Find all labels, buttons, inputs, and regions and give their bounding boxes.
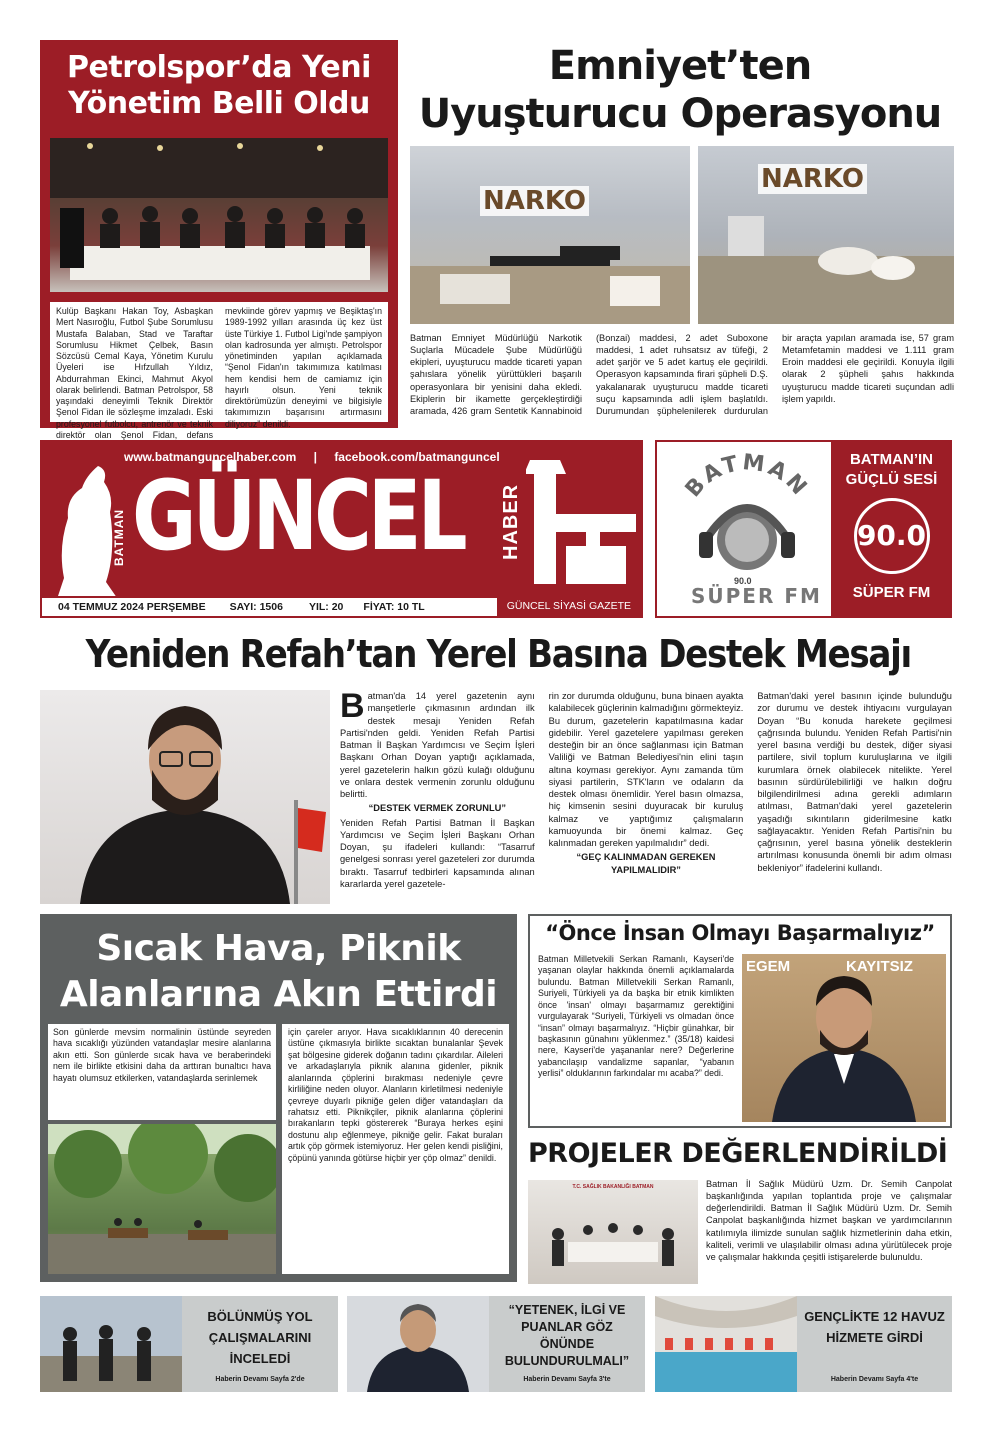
petrol-text-col1: Kulüp Başkanı Hakan Toy, Asbaşkan Mert Nasıroğlu, Futbol Şube Sorumlusu Mustafa Balaban, Stad ve Taraftar Sorumlusu Hikmet Çelbek, Basın Sözcüsü Cemal Kaya, Yönetim Kurulu Üyeleri ise Hıfzullah Yıldız, Abdurrahman Ekinci, Mahmut Akyol olarak belirlendi. Batman Petrolspor, 58 yaşındaki deneyimli Teknik Direktör Şenol Fidan ile sözleşme imzaladı. Eski profesyonel futbolcu, antrenör <box>56 306 213 429</box>
teaser-1-title: BÖLÜNMÜŞ YOL ÇALIŞMALARINI İNCELEDİ <box>207 1309 313 1366</box>
radio-frequency: 90.0 <box>854 498 930 574</box>
seized-drugs-illustration <box>698 146 954 324</box>
seized-items-illustration <box>410 146 690 324</box>
radio-slogan: BATMAN’IN GÜÇLÜ SESİ <box>845 451 938 488</box>
petrol-headline: Petrolspor’da Yeni Yönetim Belli Oldu <box>67 50 371 121</box>
picnic-area-illustration <box>48 1124 276 1274</box>
facebook-link[interactable]: facebook.com/batmanguncel <box>334 450 500 464</box>
insan-article <box>528 914 952 1128</box>
projeler-headline: PROJELER DEĞERLENDİRİLDİ <box>528 1138 948 1169</box>
refah-text-col1: Batman'da 14 yerel gazetenin aynı manşetlerle çıkmasının ardından ilk destek mesajı Yeniden Refah Partisi'nden geldi. Yeniden Refah Partisi Batman İl Başkan Yardımcısı ve Seçim İşleri Başkanı Orhan Doyan yaptığı açıklamada, yerel gazetelerin halkın gözü kulağı olduğunu ve onlara destek vermenin zorunlu olduğunu belirtti. <box>340 687 535 800</box>
radio-ad <box>655 440 952 618</box>
masthead-info-bar <box>40 596 643 618</box>
emniyet-text-col2: gram Sentetik Kannabinoid (Bonzai) maddesi, 2 adet Suboxone maddesi, 1 adet ruhsatsız av tüfeği, 2 adet şarjör ve 5 adet kartuş ele geçirildi. Operasyon kapsamında firari şüpheli D.Ş. yakalanarak uyuşturucu madde ticareti suçu kapsamında adli işlem başlatıldı. <box>470 333 768 416</box>
masthead-batman: BATMAN <box>112 508 126 566</box>
sicak-headline: Sıcak Hava, Piknik Alanlarına Akın Ettirdi <box>59 928 498 1015</box>
emniyet-text-col3: Durumundan şüphelenilerek durdurulan bir araçta yapılan aramada ise, 57 gram Metamfetamin maddesi ve 1.111 gram Eroin maddesi ele geçirildi. Konuyla ilgili olarak 2 şüpheli şahıs hakkında uyuşturucu madde ticareti suçundan adli işlem yapıldı. <box>596 333 954 416</box>
teaser-2-title: “YETENEK, İLGİ VE PUANLAR GÖZ ÖNÜNDE BULUNDURULMALI” <box>504 1303 630 1368</box>
masthead-guncel: GÜNCEL <box>132 460 464 572</box>
refah-subhead-2: “GEÇ KALINMADAN GEREKEN YAPILMALIDIR” <box>576 852 716 875</box>
refah-photo <box>40 690 330 904</box>
refah-text-col1b: Yeniden Refah Partisi Batman İl Başkan Yardımcısı ve Seçim İşleri Başkanı Orhan Doyan, şu ifadeleri kullandı: “Tasarruf genelgesi sonrası yerel gazeteleri zor durumda bıraktı. Tasarruf tedbirleri kapsamında alınan kararlarda yerel gazetele- <box>340 817 535 889</box>
teaser-3-more: Haberin Devamı Sayfa 4'te <box>830 1376 919 1383</box>
refah-subhead-1: “DESTEK VERMEK ZORUNLU” <box>368 803 507 814</box>
issue-price: FİYAT: 10 TL <box>363 601 425 613</box>
teaser-2-more: Haberin Devamı Sayfa 3'te <box>523 1376 611 1383</box>
sicak-article <box>40 914 517 1282</box>
emniyet-photo-2: NARKO <box>698 146 954 324</box>
issue-number: SAYI: 1506 <box>229 601 283 613</box>
teaser-1-more: Haberin Devamı Sayfa 2'de <box>215 1376 305 1383</box>
teaser-1[interactable] <box>40 1296 338 1392</box>
masthead-links: www.batmanguncelhaber.com | facebook.com/batmanguncel <box>124 450 500 464</box>
petrol-text-col2: ve teknik direktör olan Şenol Fidan, defans mevkiinde görev yapmış ve Beşiktaş'ın 1989-1992 yılları arasında üç kez üst üste Türkiye 1. Futbol Ligi'nde şampiyon olan kadrosunda yer almıştı. Petrolspor yönetiminden yapılan açıklamada “Şenol Fidan'ın takımımıza katılması hem kendisi hem de camiamız için hayırlı olsun. Yeni teknik direktörümüzün deneyimi ve bilgisiyle takımımızın başarısını artırmasını diliyoruz” denildi. <box>56 306 383 440</box>
portrait-illustration <box>40 690 330 904</box>
emniyet-headline: Emniyet’ten Uyuşturucu Operasyonu <box>418 43 942 137</box>
masthead-tagline: GÜNCEL SİYASİ GAZETE <box>497 596 641 618</box>
mp-portrait-illustration <box>742 954 946 1122</box>
teaser-3-title: GENÇLİKTE 12 HAVUZ HİZMETE GİRDİ <box>804 1309 945 1345</box>
projeler-photo: T.C. SAĞLIK BAKANLIĞI BATMAN <box>528 1180 698 1284</box>
teaser-2[interactable] <box>347 1296 645 1392</box>
emniyet-photo-1: NARKO <box>410 146 690 324</box>
insan-body: Batman Milletvekili Serkan Ramanlı, Kayseri'de yaşanan olaylar hakkında önemli açıklamalarda bulundu. Batman Milletvekili Serkan Ramanlı, Suriyeli, Türkiyeli ya da başka bir etnik kimlikten önce 'insan' olmayı başarmamız gerektiğini vurgulayarak “Suriyeli, Türkiyeli vs olmadan önce “insan” olmayı başarmalıyız. “Hiçbir günahkar, bir başkasının günahını yüklenmez.” (35/18) kaidesi nere, Kayseri'de yaşananlar nere? Değerlerine yabancılaşıp vandalizme sapanlar, “yabanın yerlisi” olduklarının farkındalar mı acaba?” dedi. <box>538 954 734 1079</box>
masthead <box>40 440 643 618</box>
refah-headline: Yeniden Refah’tan Yerel Basına Destek Mesajı <box>85 632 911 676</box>
projeler-body: Batman İl Sağlık Müdürü Uzm. Dr. Semih Canpolat başkanlığında yapılan toplantıda proje ve çalışmalar değerlendirildi. Batman İl Sağlık Müdürü Uzm. Dr. Semih Canpolat başkanlığında hizmet başkan ve yardımcılarının katılımıyla ilimizde sunulan sağlık hizmetlerinin daha etkin, kaliteli, verimli ve ulaşılabilir olması adına yürütülecek proje ve çalışmalar hakkında çeşitli istişarelerde bulunuldu. <box>706 1179 952 1262</box>
sicak-body-col2: için çareler arıyor. Hava sıcaklıklarının 40 derecenin üstüne çıkmasıyla birlikte sıcaktan bunalanlar Şevek şat bölgesine giderek doğanın tadını çıkardılar. Aileleri ve arkadaşlarıyla piknik alanına gidenler, piknik alanlarında çöplerini bırakması nedeniyle çevre kirliliğine neden oluyor. Alanların kirletilmesi nedeniyle çevreye duyarlı pikniğe gelen diğer vatandaşları da rahatsız etti. Piknikçiler, piknik alanlarına çöplerini bırakanların tepki göstererek “Buraya herkes eşini dostunu alıp eğlenmeye, pikniğe gelir. Fakat buraları artık çöp görmek istemiyoruz. Her gelen kendi pisliğini, çöpünü yanında götürse hiçbir yer çöp olmaz” denildi. <box>282 1024 509 1274</box>
radio-station-name: SÜPER FM <box>852 584 931 601</box>
radio-logo-name: SÜPER FM <box>691 584 822 608</box>
issue-date: 04 TEMMUZ 2024 PERŞEMBE <box>58 601 206 613</box>
website-link[interactable]: www.batmanguncelhaber.com <box>124 450 297 464</box>
teaser-1-photo <box>40 1296 182 1392</box>
oil-pump-icon <box>526 454 638 594</box>
svg-text:BATMAN: BATMAN <box>680 450 814 503</box>
refah-text-col3: Batman'daki yerel basının içinde bulunduğu zor durumu ve destek ihtiyacını vurgulayan Doyan “Bu konuda harekete geçilmesi çağrısında bulundu. Yeniden Refah Partisi'nin yerel basına verdiği bu destek, diğer siyasi partilere, sivil toplum kuruluşlarına ve ilgili kurumlara örnek olabilecek nitelikte. Yerel basının sürdürülebilirliği ve halkın doğru bilgilendirilmesi adına gerekli adımların atılması, Batman'daki yerel gazetelerin yaşadığı sıkıntıların giderilmesine katkı sağlayacaktır. Yeniden Refah Partisi'nin bu çağrısının, yerel basına yönelik desteklerin artırılması konusunda önemli bir adım olması bekleniyor” ifadelerini kullandı. <box>757 691 952 873</box>
press-conference-illustration <box>50 138 388 292</box>
teaser-3[interactable] <box>655 1296 952 1392</box>
masthead-haber: HABER <box>500 483 522 560</box>
insan-headline: “Önce İnsan Olmayı Başarmalıyız” <box>545 921 935 945</box>
meeting-illustration <box>528 1180 698 1284</box>
radio-panel <box>831 442 952 616</box>
sicak-body-col1: Son günlerde mevsim normalinin üstünde seyreden hava sıcaklığı yüzünden vatandaşlar mesire alanlarına akın etti. Son günlerde sıcak hava ve beraberindeki nem ile birlikte etkisini daha da arttıran bunaltıcı hava hayatı olumsuz etkilerken, vatandaşlarda serinlemek <box>48 1024 276 1120</box>
teaser-2-photo <box>347 1296 489 1392</box>
issue-year: YIL: 20 <box>308 601 344 613</box>
emniyet-text-col1: Batman Emniyet Müdürlüğü Narkotik Suçlarla Mücadele Şube Müdürlüğü ekipleri, uyuşturucu madde ticareti yapan şahıslara yönelik yürüttükleri başarılı operasyonlara bir yenisini daha ekledi. Ekiplerin bir ikamette gerçekleştirdiği aramada, 426 <box>410 333 582 416</box>
refah-text-col2: rin zor durumda olduğunu, buna binaen ayakta kalabilecek güçlerinin kalmadığını görmekteyiz. Bu durum, gazetelerin kapatılmasına kadar gidebilir. Yerel gazetelere yapılması gereken desteğin bir an önce sağlanması için Batman Valiliği ve Batman Belediyesi'nin elini taşın altına koyması gerekiyor. Aynı zamanda tüm siyasi partilerin, STK'ların ve odaların da destek olması önemlidir. Yerel basın olmazsa, hiç kimsenin sesini duyuracak bir kuruluş kalmaz ve yaptığımız çalışmaların kamuoyunda bir önemi kalmaz. Geç kalınmadan gereken yapılmalıdır” dedi. <box>548 691 744 849</box>
petrol-photo <box>50 138 388 292</box>
teaser-3-photo <box>655 1296 797 1392</box>
emniyet-body <box>410 332 954 430</box>
petrol-article <box>40 40 398 440</box>
radio-logo-freq: 90.0 <box>734 576 752 586</box>
petrol-body <box>50 302 388 440</box>
refah-body <box>340 687 952 906</box>
insan-photo: EGEM KAYITSIZ <box>742 954 946 1122</box>
sicak-photo <box>48 1124 276 1274</box>
